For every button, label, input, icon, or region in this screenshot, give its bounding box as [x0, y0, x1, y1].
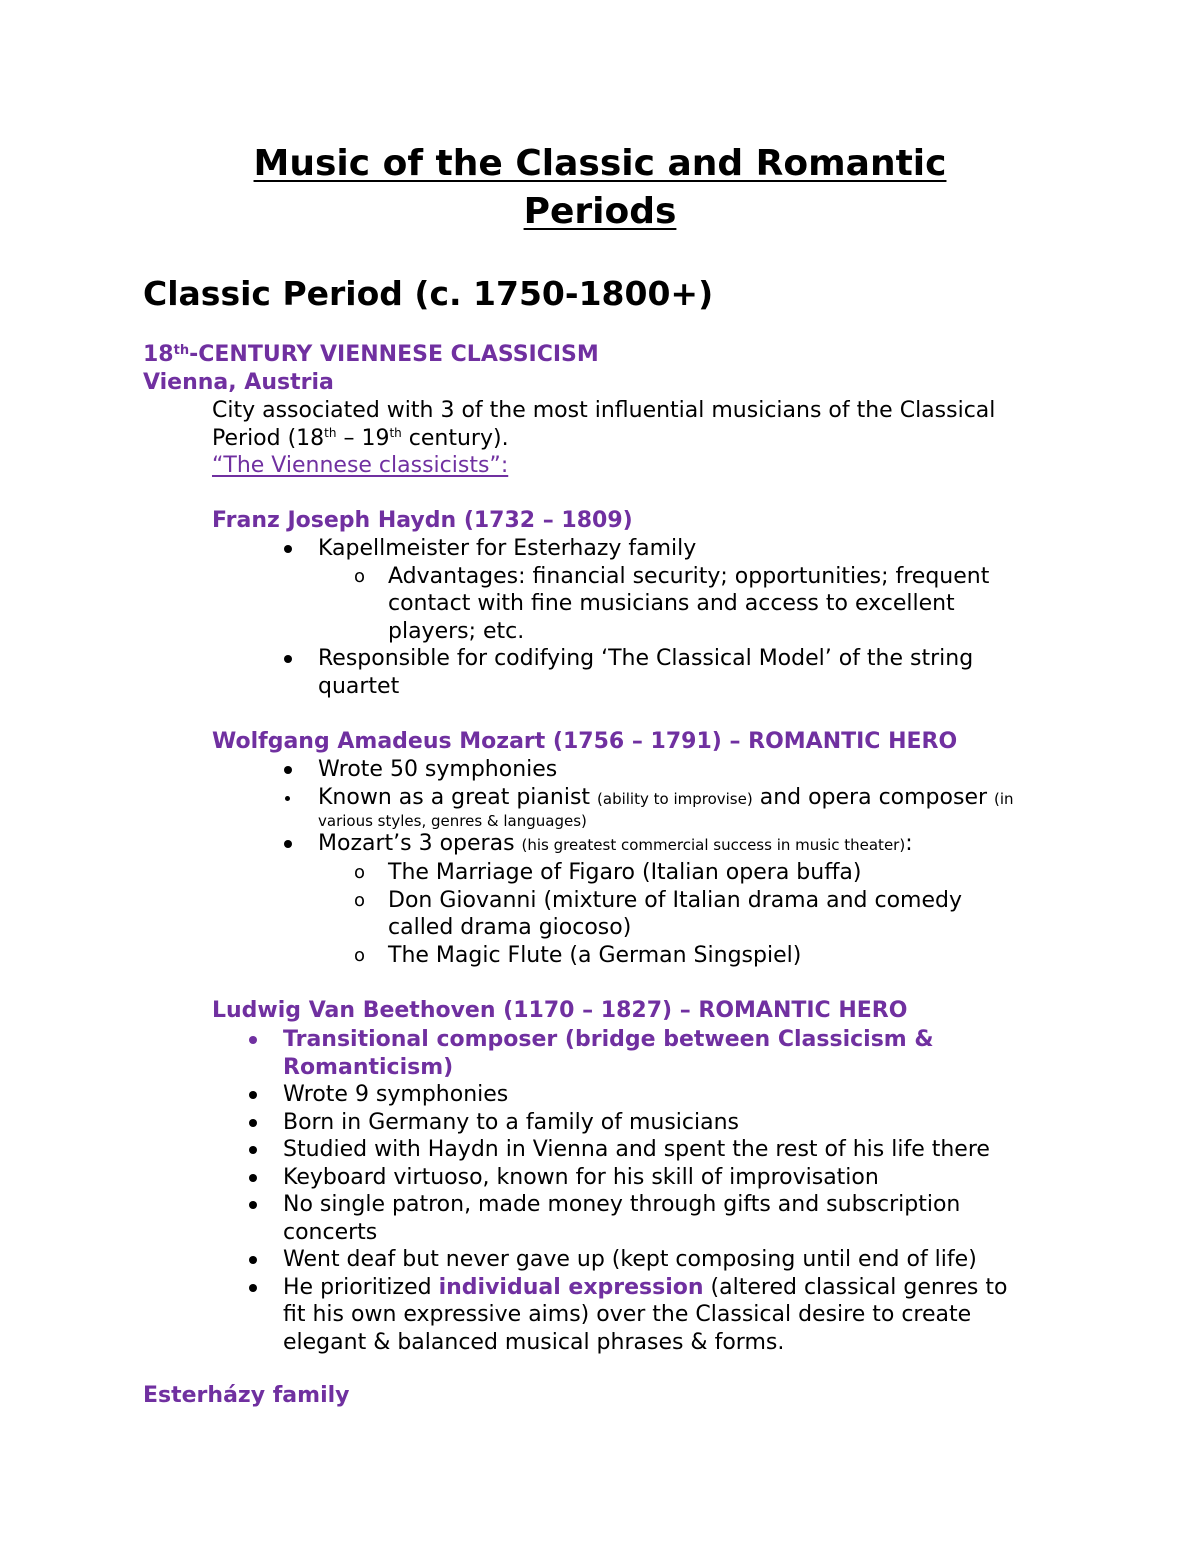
bullet-icon [249, 1201, 257, 1209]
mozart-bullet-3-note: (his greatest commercial success in music theater) [521, 835, 906, 854]
haydn-sub-line-2: contact with fine musicians and access to excellent [388, 591, 955, 616]
haydn-list [318, 535, 1118, 700]
classic-period-heading: Classic Period (c. 1750-1800+) [143, 274, 714, 313]
bullet-icon [284, 545, 292, 553]
circle-bullet-icon: o [354, 862, 366, 883]
list-item [283, 1164, 1103, 1192]
beethoven-list [283, 1026, 1103, 1356]
heading-rest: -CENTURY VIENNESE CLASSICISM [189, 342, 599, 367]
haydn-sub-line-3: players; etc. [388, 618, 525, 644]
mozart-opera-2-line-2: called drama giocoso) [388, 915, 632, 940]
list-item [318, 756, 1118, 784]
bullet-icon [284, 766, 292, 774]
heading-superscript: th [173, 343, 190, 358]
list-item [318, 942, 1118, 970]
beethoven-bullet-3: Born in Germany to a family of musicians [283, 1109, 739, 1135]
viennese-classicists-link[interactable]: “The Viennese classicists”: [212, 453, 509, 478]
beethoven-bullet-8-b: (altered classical genres to [703, 1274, 1008, 1300]
haydn-bullet-2-line-2: quartet [318, 673, 400, 699]
list-item [283, 1191, 1103, 1246]
mozart-bullet-2-note-2: (in [994, 789, 1014, 808]
list-item [283, 1136, 1103, 1164]
vienna-desc-line-1: City associated with 3 of the most influential musicians of the Classical [212, 398, 996, 423]
bullet-icon [249, 1284, 257, 1292]
mozart-list [318, 756, 1118, 969]
haydn-bullet-2-line-1: Responsible for codifying ‘The Classical Model’ of the string [318, 646, 974, 671]
haydn-sub-line-1: Advantages: financial security; opportunities; frequent [388, 563, 990, 589]
beethoven-bullet-7: Went deaf but never gave up (kept composing until end of life) [283, 1247, 977, 1272]
list-item [283, 1246, 1103, 1274]
list-item [318, 830, 1118, 860]
list-item [318, 563, 1118, 646]
list-item [283, 1026, 1103, 1081]
viennese-classicism-heading [143, 341, 599, 369]
vienna-description [212, 397, 1112, 480]
desc-text-b: – 19 [336, 425, 390, 451]
list-item [283, 1274, 1103, 1357]
bullet-icon [249, 1256, 257, 1264]
list-item [318, 859, 1118, 887]
mozart-opera-1: The Marriage of Figaro (Italian opera buffa) [388, 860, 862, 885]
list-item [318, 887, 1118, 942]
beethoven-bullet-5: Keyboard virtuoso, known for his skill of improvisation [283, 1164, 879, 1190]
mozart-opera-2-line-1: Don Giovanni (mixture of Italian drama and comedy [388, 887, 962, 913]
mozart-bullet-3-a: Mozart’s 3 operas [318, 830, 522, 856]
circle-bullet-icon: o [354, 889, 366, 911]
haydn-heading: Franz Joseph Haydn (1732 – 1809) [212, 508, 633, 533]
bullet-icon [284, 840, 292, 848]
mozart-bullet-2-note-1: (ability to improvise) [597, 789, 753, 808]
desc-text-c: century). [401, 425, 509, 451]
desc-sup-2: th [389, 425, 402, 440]
bullet-icon [249, 1174, 257, 1182]
beethoven-bullet-6-line-2: concerts [283, 1219, 378, 1245]
bullet-icon [285, 796, 290, 801]
mozart-bullet-2-a: Known as a great pianist [318, 784, 598, 810]
desc-sup-1: th [324, 425, 337, 440]
beethoven-bullet-8-emphasis: individual expression [438, 1274, 704, 1300]
esterhazy-heading: Esterházy family [143, 1383, 350, 1408]
document-title [0, 140, 1200, 236]
title-text: Music of the Classic and Romantic Periods [253, 143, 947, 232]
bullet-icon [284, 655, 292, 663]
beethoven-bullet-8-line-3: elegant & balanced musical phrases & forms. [283, 1329, 785, 1355]
beethoven-bullet-1-line-1: Transitional composer (bridge between Classicism & [283, 1027, 934, 1052]
beethoven-heading: Ludwig Van Beethoven (1170 – 1827) – ROMANTIC HERO [212, 998, 908, 1023]
circle-bullet-icon: o [354, 944, 366, 966]
mozart-opera-3: The Magic Flute (a German Singspiel) [388, 942, 802, 968]
list-item [283, 1081, 1103, 1109]
beethoven-bullet-2: Wrote 9 symphonies [283, 1082, 509, 1107]
bullet-icon [249, 1119, 257, 1127]
circle-bullet-icon: o [354, 565, 366, 587]
mozart-bullet-2-b: and opera composer [752, 784, 995, 810]
mozart-bullet-3-b: : [905, 830, 913, 856]
desc-text-a: Period (18 [212, 425, 325, 451]
beethoven-bullet-4: Studied with Haydn in Vienna and spent the rest of his life there [283, 1137, 990, 1162]
beethoven-bullet-6-line-1: No single patron, made money through gifts and subscription [283, 1192, 961, 1217]
beethoven-bullet-8-line-2: fit his own expressive aims) over the Classical desire to create [283, 1302, 972, 1327]
beethoven-bullet-1-line-2: Romanticism) [283, 1054, 454, 1080]
beethoven-bullet-8-a: He prioritized [283, 1274, 439, 1300]
mozart-bullet-1: Wrote 50 symphonies [318, 757, 558, 782]
bullet-icon [249, 1091, 257, 1099]
haydn-bullet-1: Kapellmeister for Esterhazy family [318, 536, 697, 561]
mozart-bullet-2-note-3: various styles, genres & languages) [318, 811, 587, 830]
list-item [283, 1109, 1103, 1137]
list-item [318, 645, 1118, 700]
bullet-icon [249, 1036, 257, 1044]
mozart-heading: Wolfgang Amadeus Mozart (1756 – 1791) – ROMANTIC HERO [212, 729, 958, 754]
list-item [318, 784, 1118, 830]
vienna-desc-line-2 [212, 425, 1112, 453]
list-item [318, 535, 1118, 563]
vienna-heading: Vienna, Austria [143, 370, 334, 395]
bullet-icon [249, 1146, 257, 1154]
heading-number: 18 [143, 342, 174, 367]
